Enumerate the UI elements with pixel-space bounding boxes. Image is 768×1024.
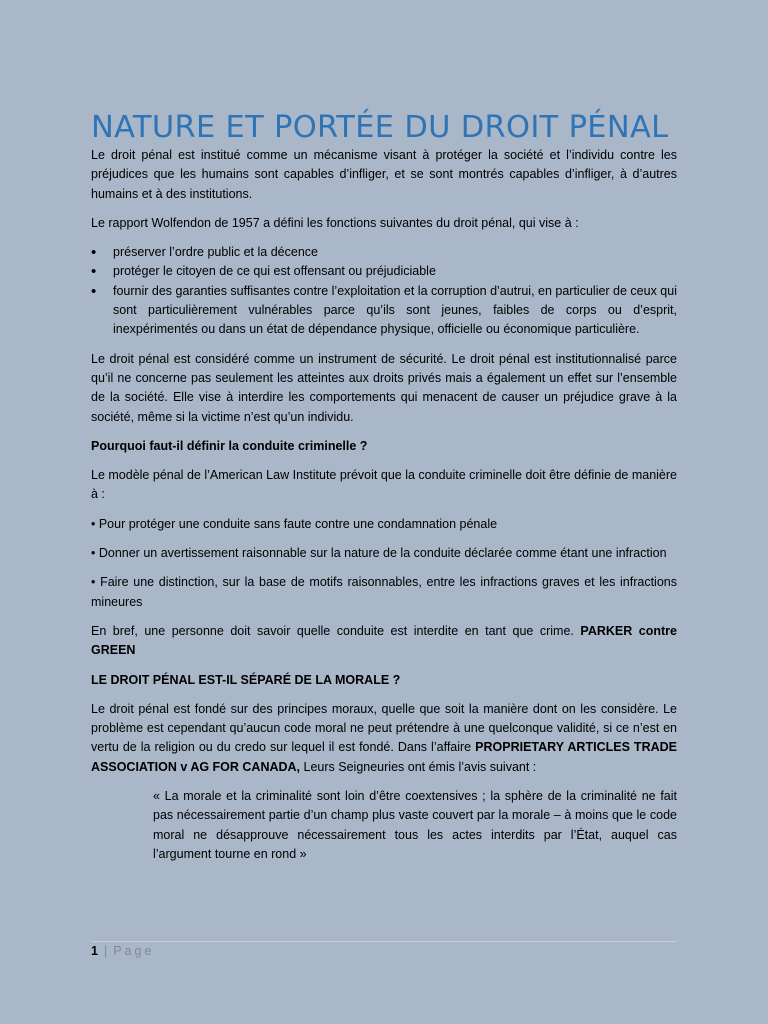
paragraph-morality [91,700,677,777]
bullet-list [91,243,677,339]
morality-tail: Leurs Seigneuries ont émis l’avis suivant : [300,759,537,774]
page-number: 1 [91,944,98,958]
case-name: PARKER contre GREEN [91,623,677,658]
case-name: PROPRIETARY ARTICLES TRADE ASSOCIATION v AG FOR CANADA, [91,740,677,774]
footer-separator: | [103,944,108,958]
morality-text: Le droit pénal est fondé sur des principes moraux, quelle que soit la manière dont on les considère. Le problème est cependant qu’aucun code moral ne peut prétendre à une quelconque validité, si ce n’est en vertu de la religion ou du credo sur lequel il est fondé. Dans l’affaire [91,701,677,755]
paragraph-security: Le droit pénal est considéré comme un instrument de sécurité. Le droit pénal est institutionnalisé parce qu’il ne concerne pas seulement les atteintes aux droits privés mais a également un effet sur l’ensemble de la société. Elle vise à interdire les comportements qui menacent de causer un préjudice grave à la société, même si la victime n’est qu’un individu. [91,351,677,424]
list-item: • fournir des garanties suffisantes contre l’exploitation et la corruption d’autrui, en particulier de ceux qui sont particulièrement vulnérables parce qu’ils sont jeunes, faibles de corps ou d’esprit, inexpérimentés ou dans un état de dépendance physique, officielle ou économique particulière. [91,282,677,340]
list-item: • préserver l’ordre public et la décence [91,243,677,262]
paragraph-wolfendon: Le rapport Wolfendon de 1957 a défini les fonctions suivantes du droit pénal, qui vise à : [91,215,579,230]
paragraph-summary [91,622,677,661]
block-quote: « La morale et la criminalité sont loin d’être coextensives ; la sphère de la criminalité ne fait pas nécessairement partie d’un champ plus vaste couvert par la morale – à moins que le code moral ne désapprouve nécessairement tous les actes interdits par l’État, auquel cas l’argument tourne en rond » [153,789,677,861]
page-title: NATURE ET PORTÉE DU DROIT PÉNAL [91,110,669,145]
footer-divider [91,941,677,942]
page-label: Page [113,944,155,958]
paragraph-point-2: • Donner un avertissement raisonnable sur la nature de la conduite déclarée comme étant une infraction [91,546,667,561]
paragraph-intro: Le droit pénal est institué comme un mécanisme visant à protéger la société et l’individu contre les préjudices que les humains sont capables d’infliger, et se sont montrés capables d’infliger, à d’autres humains et à des institutions. [91,148,677,201]
heading-criminal-conduct [91,437,677,456]
heading-text: Pourquoi faut-il définir la conduite criminelle ? [91,438,368,453]
heading-text: LE DROIT PÉNAL EST-IL SÉPARÉ DE LA MORALE ? [91,672,401,687]
heading-morality [91,671,677,690]
summary-text: En bref, une personne doit savoir quelle conduite est interdite en tant que crime. [91,623,581,638]
list-item: • protéger le citoyen de ce qui est offensant ou préjudiciable [91,262,677,281]
paragraph-ali: Le modèle pénal de l’American Law Institute prévoit que la conduite criminelle doit être définie de manière à : [91,468,677,502]
paragraph-point-1: • Pour protéger une conduite sans faute contre une condamnation pénale [91,516,498,531]
paragraph-point-3: • Faire une distinction, sur la base de motifs raisonnables, entre les infractions graves et les infractions mineures [91,575,677,609]
page-footer [91,942,154,961]
